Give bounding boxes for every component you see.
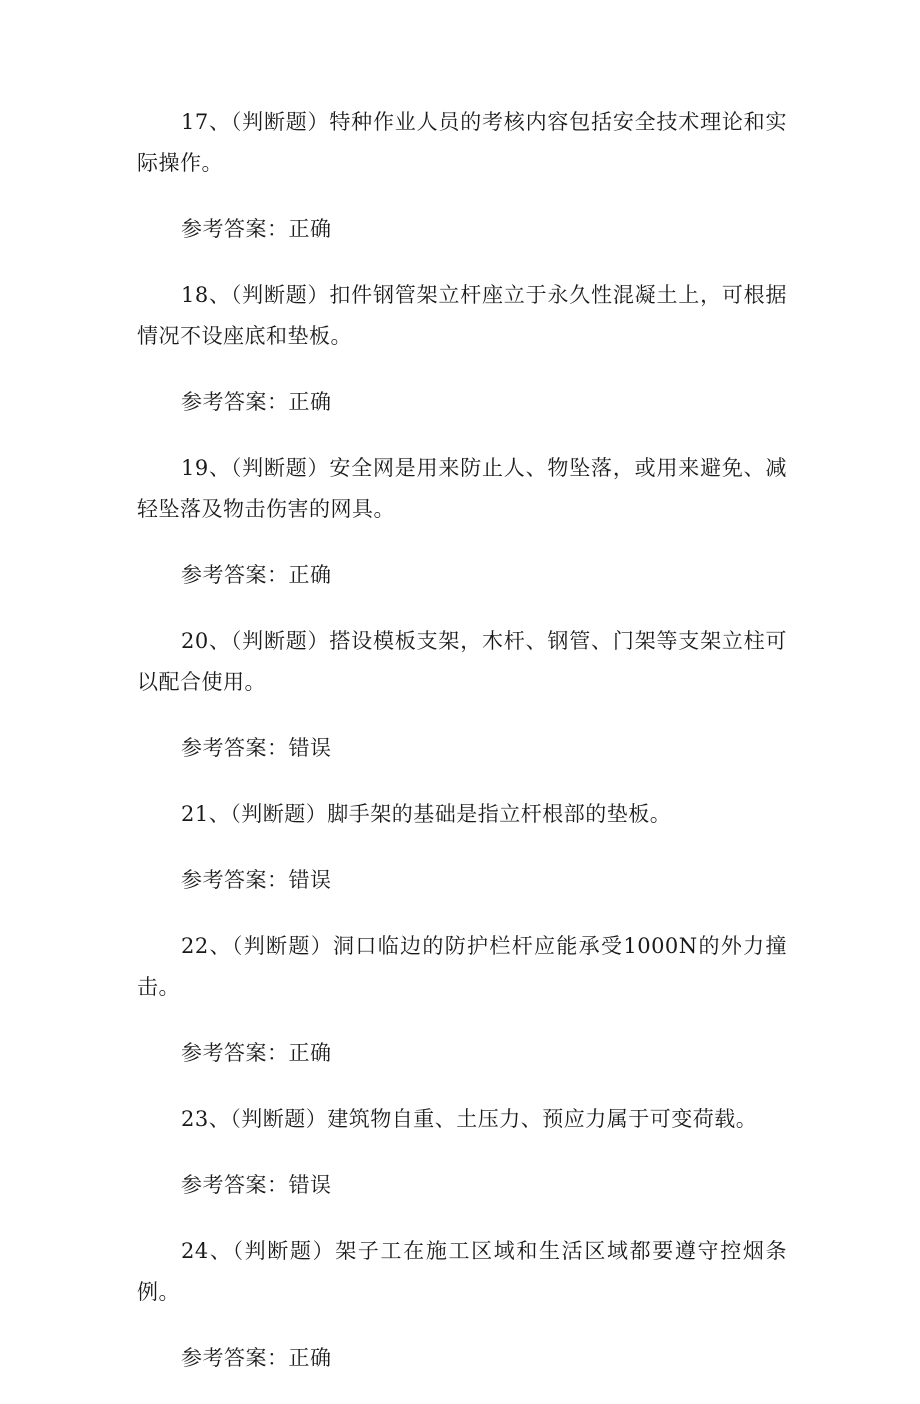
answer-21: 参考答案：错误 [181, 868, 332, 892]
question-20: 20、（判断题）搭设模板支架，木杆、钢管、门架等支架立柱可以配合使用。 [137, 629, 787, 694]
answer-18: 参考答案：正确 [181, 390, 332, 414]
question-22: 22、（判断题）洞口临边的防护栏杆应能承受1000N的外力撞击。 [137, 934, 787, 999]
answer-24: 参考答案：正确 [181, 1346, 332, 1370]
answer-17: 参考答案：正确 [181, 217, 332, 241]
answer-22: 参考答案：正确 [181, 1041, 332, 1065]
answer-23: 参考答案：错误 [181, 1173, 332, 1197]
question-23: 23、（判断题）建筑物自重、土压力、预应力属于可变荷载。 [181, 1107, 758, 1131]
question-17: 17、（判断题）特种作业人员的考核内容包括安全技术理论和实际操作。 [137, 110, 787, 175]
question-18: 18、（判断题）扣件钢管架立杆座立于永久性混凝土上，可根据情况不设座底和垫板。 [137, 283, 787, 348]
question-24: 24、（判断题）架子工在施工区域和生活区域都要遵守控烟条例。 [137, 1239, 787, 1304]
question-19: 19、（判断题）安全网是用来防止人、物坠落，或用来避免、减轻坠落及物击伤害的网具。 [137, 456, 787, 521]
answer-20: 参考答案：错误 [181, 736, 332, 760]
question-list [137, 102, 787, 1404]
question-21: 21、（判断题）脚手架的基础是指立杆根部的垫板。 [181, 802, 672, 826]
answer-19: 参考答案：正确 [181, 563, 332, 587]
